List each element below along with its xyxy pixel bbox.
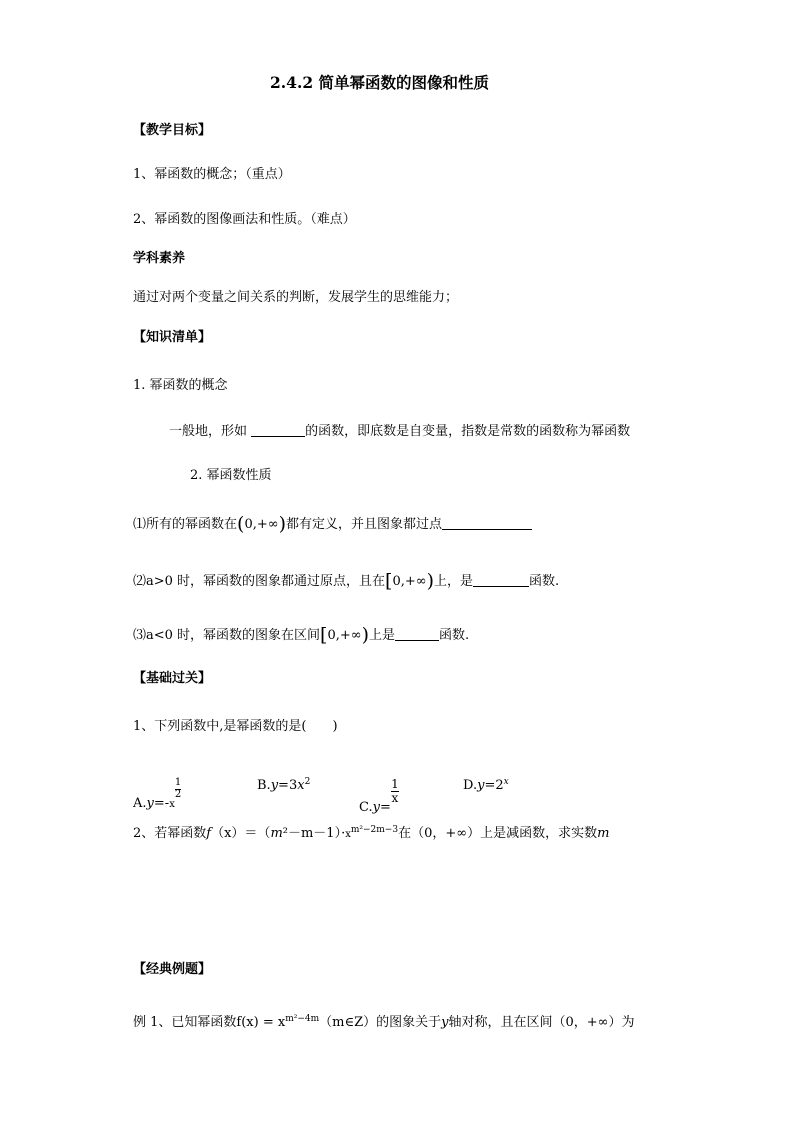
goals-heading: 【教学目标】 — [133, 123, 212, 138]
property-1-text-after: 都有定义，并且图象都过点 — [285, 517, 442, 532]
knowledge-sub-concept: 1. 幂函数的概念 — [133, 378, 228, 393]
option-a-y: y — [146, 796, 154, 811]
page-title: 2.4.2 简单幂函数的图像和性质 — [270, 73, 490, 92]
definition-blank[interactable] — [251, 424, 305, 437]
option-d-exp: x — [503, 777, 509, 787]
example-1-prefix: 例 1、已知幂函数 — [133, 1015, 237, 1030]
definition-text-after: 的函数，即底数是自变量，指数是常数的函数称为幂函数 — [305, 424, 631, 439]
right-paren: ) — [426, 570, 435, 592]
example-1-condition: （m∈Z）的图象关于 — [319, 1015, 442, 1030]
left-bracket: [ — [320, 624, 328, 646]
definition-text-before: 一般地，形如 — [169, 424, 252, 439]
property-1-text: ⑴所有的幂函数在 — [133, 517, 238, 532]
right-paren: ) — [278, 513, 286, 535]
question-2-base: x — [345, 829, 351, 840]
option-a — [133, 778, 181, 810]
question-2-variable: m — [597, 826, 610, 841]
property-3-text-after: 函数. — [439, 628, 470, 643]
question-2-exponent: m²−2m−3 — [350, 825, 399, 835]
definition-line — [169, 424, 630, 438]
question-2-coef: ²－m－1）· — [282, 826, 346, 841]
example-1-y: y — [441, 1015, 449, 1030]
example-1-function: f(x) = x — [236, 1015, 286, 1030]
literacy-heading: 学科素养 — [133, 251, 186, 266]
option-a-eq: =- — [153, 796, 170, 811]
option-c-y: y — [372, 800, 380, 815]
question-2-suffix: 在（0，+∞）上是减函数，求实数 — [398, 826, 598, 841]
property-2-text: ⑵a>0 时，幂函数的图象都通过原点，且在 — [133, 574, 386, 589]
option-a-base: x — [169, 799, 175, 810]
example-1 — [133, 1015, 634, 1029]
option-a-num: 1 — [174, 777, 182, 788]
option-c-label: C. — [359, 800, 373, 815]
property-3-interval: 0,+∞ — [327, 628, 362, 643]
property-1 — [133, 515, 532, 534]
basics-heading: 【基础过关】 — [133, 671, 212, 686]
property-3-text: ⑶a<0 时，幂函数的图象在区间 — [133, 628, 321, 643]
option-c — [359, 778, 399, 814]
option-b — [257, 778, 310, 792]
option-d-y: y — [477, 778, 485, 793]
property-3-blank[interactable] — [395, 628, 439, 641]
option-c-fraction — [391, 778, 399, 804]
property-2-text-after: 函数. — [529, 574, 560, 589]
knowledge-sub-properties: 2. 幂函数性质 — [190, 468, 272, 483]
property-1-interval: 0,+∞ — [244, 517, 279, 532]
left-paren: ( — [237, 513, 245, 535]
question-2-m: m — [270, 826, 283, 841]
right-paren: ) — [361, 624, 370, 646]
left-bracket: [ — [385, 570, 393, 592]
option-b-exp: 2 — [304, 777, 311, 787]
option-a-label: A. — [133, 796, 147, 811]
option-b-x: x — [297, 778, 305, 793]
option-b-label: B. — [257, 778, 271, 793]
example-1-exponent: m²−4m — [285, 1014, 320, 1024]
examples-heading: 【经典例题】 — [133, 962, 212, 977]
goal-item-2: 2、幂函数的图像画法和性质。（难点） — [133, 212, 356, 227]
option-a-den: 2 — [174, 789, 182, 800]
question-2 — [133, 826, 609, 840]
option-b-eq: =3 — [278, 778, 298, 793]
property-2-blank[interactable] — [473, 574, 529, 587]
question-2-fx: （x）＝（ — [211, 826, 271, 841]
option-c-eq: = — [379, 800, 391, 815]
goal-item-1: 1、幂函数的概念；（重点） — [133, 167, 291, 182]
option-b-y: y — [270, 778, 279, 793]
option-d — [463, 778, 509, 792]
option-d-eq: =2 — [484, 778, 504, 793]
property-3-text-mid: 上是 — [369, 628, 396, 643]
example-1-suffix: 轴对称，且在区间（0，+∞）为 — [448, 1015, 635, 1030]
option-c-den: x — [391, 791, 399, 805]
question-2-f: f — [206, 826, 212, 841]
property-2 — [133, 572, 559, 591]
question-1: 1、下列函数中,是幂函数的是( ) — [133, 719, 338, 734]
property-3 — [133, 626, 469, 645]
option-d-label: D. — [463, 778, 478, 793]
option-a-exponent — [175, 778, 181, 800]
option-c-num: 1 — [391, 777, 399, 791]
property-2-text-mid: 上，是 — [434, 574, 474, 589]
literacy-text: 通过对两个变量之间关系的判断，发展学生的思维能力； — [133, 290, 459, 305]
property-2-interval: 0,+∞ — [392, 574, 427, 589]
question-2-prefix: 2、若幂函数 — [133, 826, 207, 841]
property-1-blank[interactable] — [442, 517, 532, 530]
knowledge-heading: 【知识清单】 — [133, 330, 212, 345]
